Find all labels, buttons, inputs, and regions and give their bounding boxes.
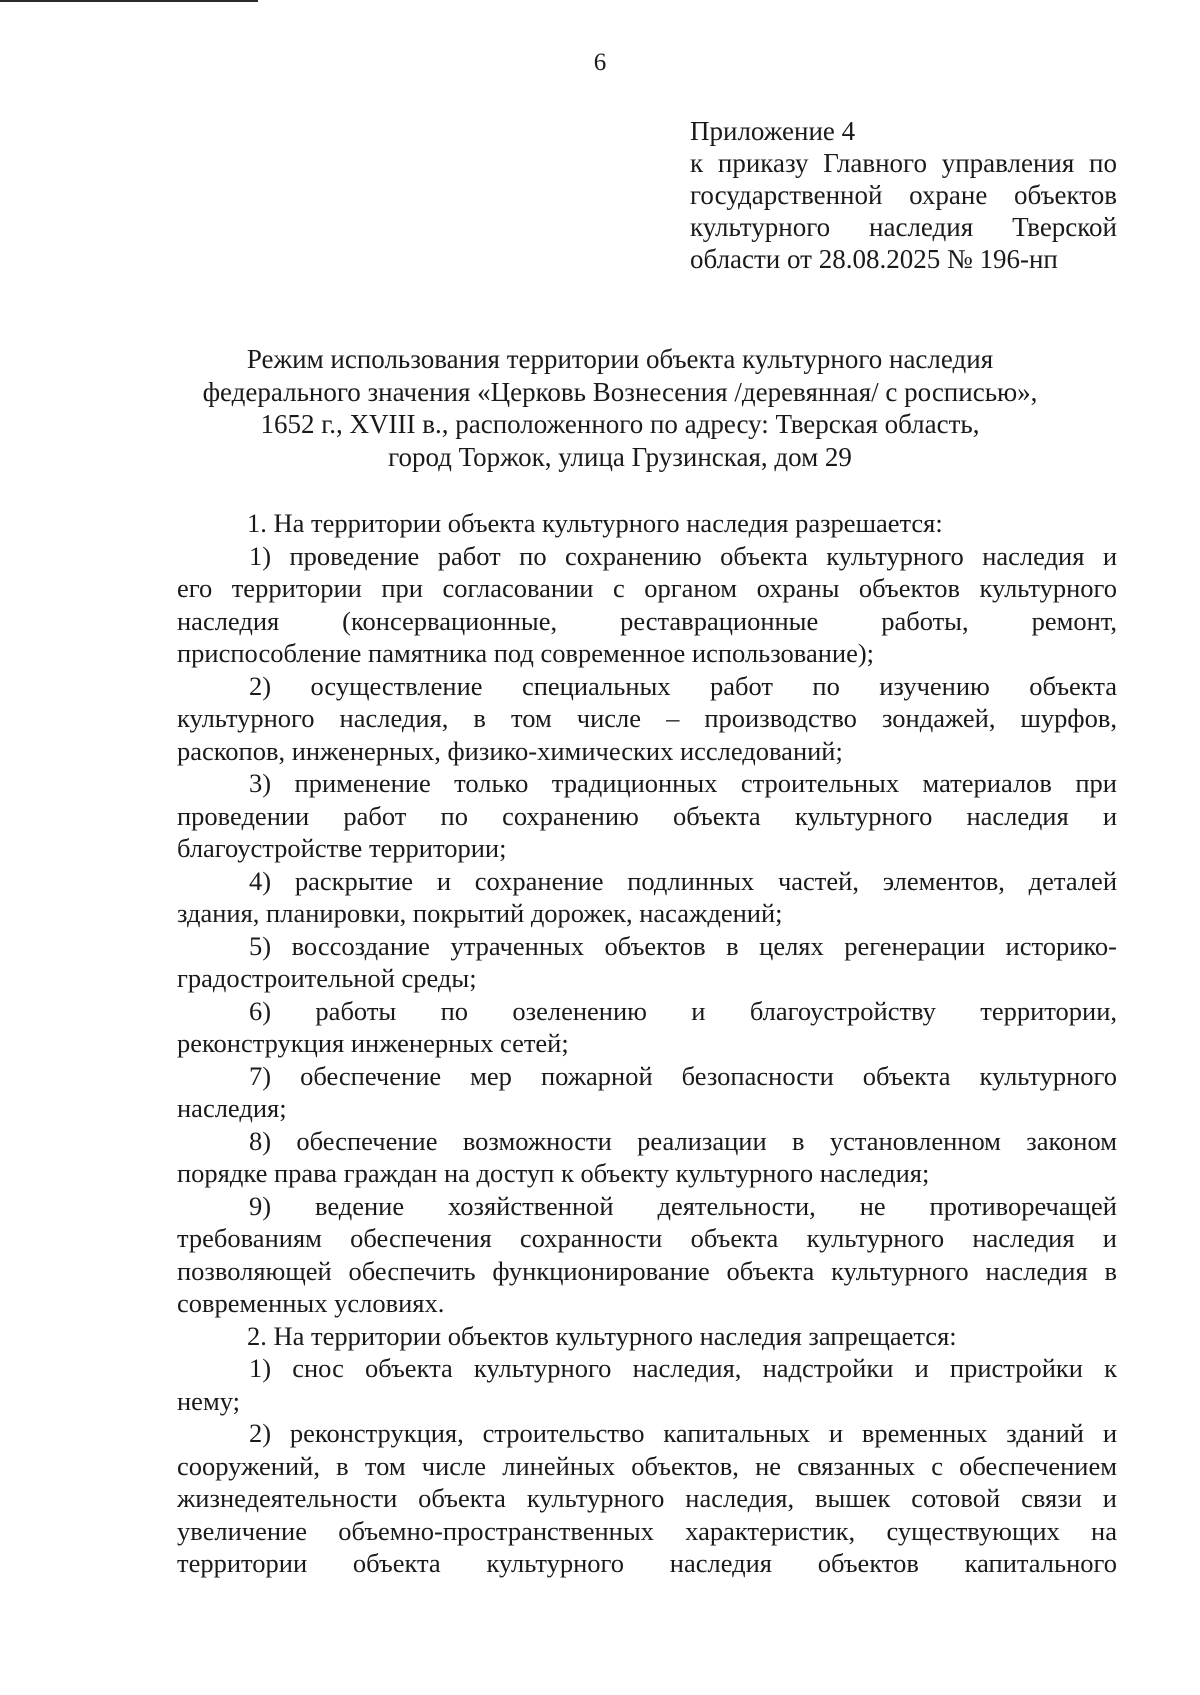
permitted-item-8 [177,1125,1117,1190]
appendix-line: к приказу Главного управления по [690,148,1117,178]
text-line: 5) воссоздание утраченных объектов в целях регенерации историко- [249,930,1117,961]
text-line: 9) ведение хозяйственной деятельности, не противоречащей [249,1190,1117,1221]
text-line: жизнедеятельности объекта культурного наследия, вышек сотовой связи и [177,1483,1117,1513]
text-line: нему; [177,1385,240,1416]
title-line: 1652 г., XVIII в., расположенного по адресу: Тверская область, [260,409,980,439]
text-line: порядке права граждан на доступ к объекту культурного наследия; [177,1158,930,1188]
appendix-block [690,115,1117,275]
permitted-item-2 [177,670,1117,768]
permitted-item-6 [177,995,1117,1060]
appendix-title: Приложение 4 [690,116,856,146]
permitted-item-3 [177,767,1117,865]
text-line: проведении работ по сохранению объекта культурного наследия и [177,800,1117,831]
scan-edge-mark [0,0,258,2]
text-line: современных условиях. [177,1288,445,1318]
text-line: 3) применение только традиционных строительных материалов при [249,768,1117,798]
text-line: здания, планировки, покрытий дорожек, насаждений; [177,898,783,928]
text-line: приспособление памятника под современное использование); [177,638,875,668]
section-2-heading: 2. На территории объектов культурного наследия запрещается: [247,1320,957,1351]
text-line: позволяющей обеспечить функционирование объекта культурного наследия в [177,1255,1117,1286]
document-body [177,507,1117,1580]
title-line: город Торжок, улица Грузинская, дом 29 [388,441,852,472]
permitted-item-5 [177,930,1117,995]
text-line: 4) раскрытие и сохранение подлинных частей, элементов, деталей [249,865,1117,896]
text-line: территории объекта культурного наследия объектов капитального [177,1548,1117,1578]
text-line: 1) проведение работ по сохранению объекта культурного наследия и [249,540,1117,571]
text-line: благоустройстве территории; [177,833,507,863]
text-line: 2) осуществление специальных работ по изучению объекта [249,670,1117,701]
document-title [140,343,1100,473]
title-line: федерального значения «Церковь Вознесения /деревянная/ с росписью», [202,376,1038,407]
permitted-item-4 [177,865,1117,930]
text-line: 1) снос объекта культурного наследия, надстройки и пристройки к [249,1353,1117,1383]
appendix-line: области от 28.08.2025 № 196-нп [690,244,1058,274]
text-line: 7) обеспечение мер пожарной безопасности объекта культурного [249,1060,1117,1091]
text-line: 6) работы по озеленению и благоустройству территории, [249,995,1117,1026]
prohibited-item-1 [177,1352,1117,1417]
text-line: культурного наследия, в том числе – производство зондажей, шурфов, [177,703,1117,733]
text-line: наследия; [177,1093,287,1123]
title-line: Режим использования территории объекта культурного наследия [246,344,994,374]
section-1-heading: 1. На территории объекта культурного наследия разрешается: [247,508,943,538]
text-line: наследия (консервационные, реставрационные работы, ремонт, [177,605,1117,636]
text-line: 8) обеспечение возможности реализации в установленном законом [249,1125,1117,1156]
text-line: 2) реконструкция, строительство капитальных и временных зданий и [249,1418,1117,1448]
permitted-item-1 [177,540,1117,670]
text-line: требованиям обеспечения сохранности объекта культурного наследия и [177,1223,1117,1253]
text-line: градостроительной среды; [177,963,477,993]
text-line: увеличение объемно-пространственных характеристик, существующих на [177,1515,1117,1546]
permitted-item-9 [177,1190,1117,1320]
text-line: его территории при согласовании с органом охраны объектов культурного [177,573,1117,603]
page-number: 6 [593,49,607,76]
permitted-item-7 [177,1060,1117,1125]
text-line: раскопов, инженерных, физико-химических исследований; [177,735,843,766]
text-line: сооружений, в том числе линейных объектов, не связанных с обеспечением [177,1450,1117,1481]
appendix-line: культурного наследия Тверской [690,212,1117,242]
text-line: реконструкция инженерных сетей; [177,1028,569,1058]
prohibited-item-2 [177,1417,1117,1580]
appendix-line: государственной охране объектов [690,180,1117,210]
